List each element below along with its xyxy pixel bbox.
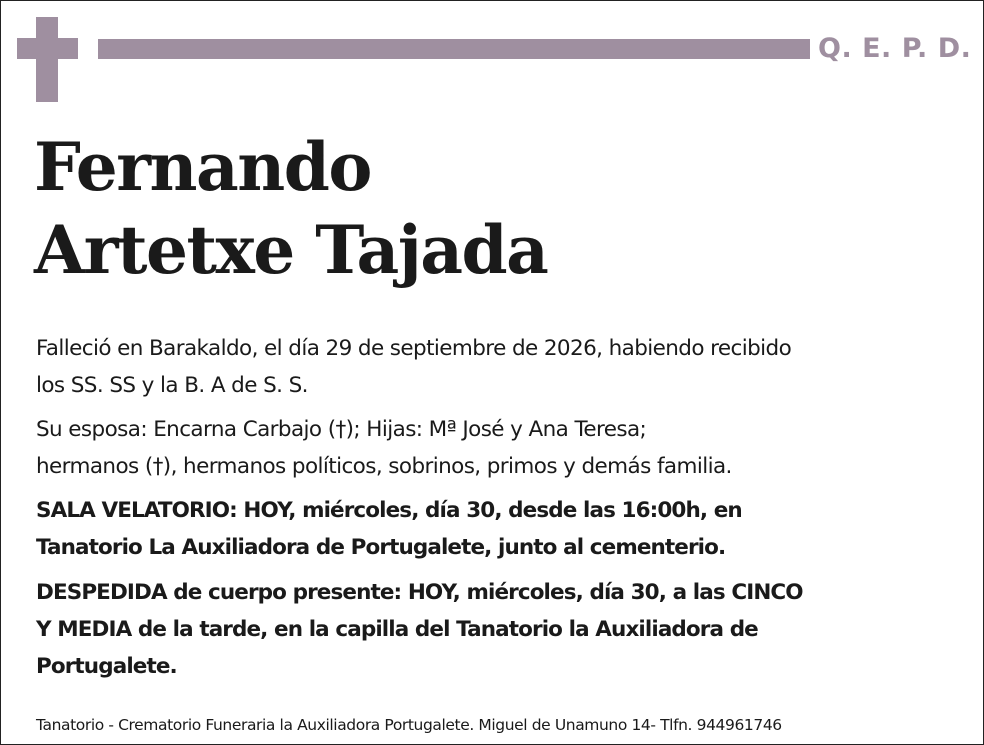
death-line-1: Falleció en Barakaldo, el día 29 de septiembre de 2026, habiendo recibido [36, 336, 792, 361]
qepd-label: Q. E. P. D. [818, 33, 972, 64]
deceased-first-name: Fernando [34, 128, 371, 206]
header-bar [98, 39, 810, 59]
deceased-surnames: Artetxe Tajada [34, 211, 548, 289]
death-line-2: los SS. SS y la B. A de S. S. [36, 373, 308, 398]
farewell-line-1: DESPEDIDA de cuerpo presente: HOY, miércoles, día 30, a las CINCO [36, 580, 803, 605]
family-line-2: hermanos (†), hermanos políticos, sobrinos, primos y demás familia. [36, 454, 732, 479]
wake-line-1: SALA VELATORIO: HOY, miércoles, día 30, desde las 16:00h, en [36, 498, 742, 523]
family-paragraph [36, 411, 956, 485]
farewell-line-3: Portugalete. [36, 654, 177, 679]
farewell-line-2: Y MEDIA de la tarde, en la capilla del Tanatorio la Auxiliadora de [36, 617, 758, 642]
wake-line-2: Tanatorio La Auxiliadora de Portugalete, junto al cementerio. [36, 535, 726, 560]
farewell-paragraph [36, 574, 956, 685]
cross-horizontal-bar [17, 38, 78, 59]
footer-contact: Tanatorio - Crematorio Funeraria la Auxiliadora Portugalete. Miguel de Unamuno 14- Tlfn. 944961746 [36, 716, 782, 734]
death-paragraph [36, 330, 956, 404]
deceased-name [34, 126, 547, 292]
wake-paragraph [36, 492, 956, 566]
family-line-1: Su esposa: Encarna Carbajo (†); Hijas: Mª José y Ana Teresa; [36, 417, 647, 442]
cross-vertical-bar [36, 17, 58, 102]
